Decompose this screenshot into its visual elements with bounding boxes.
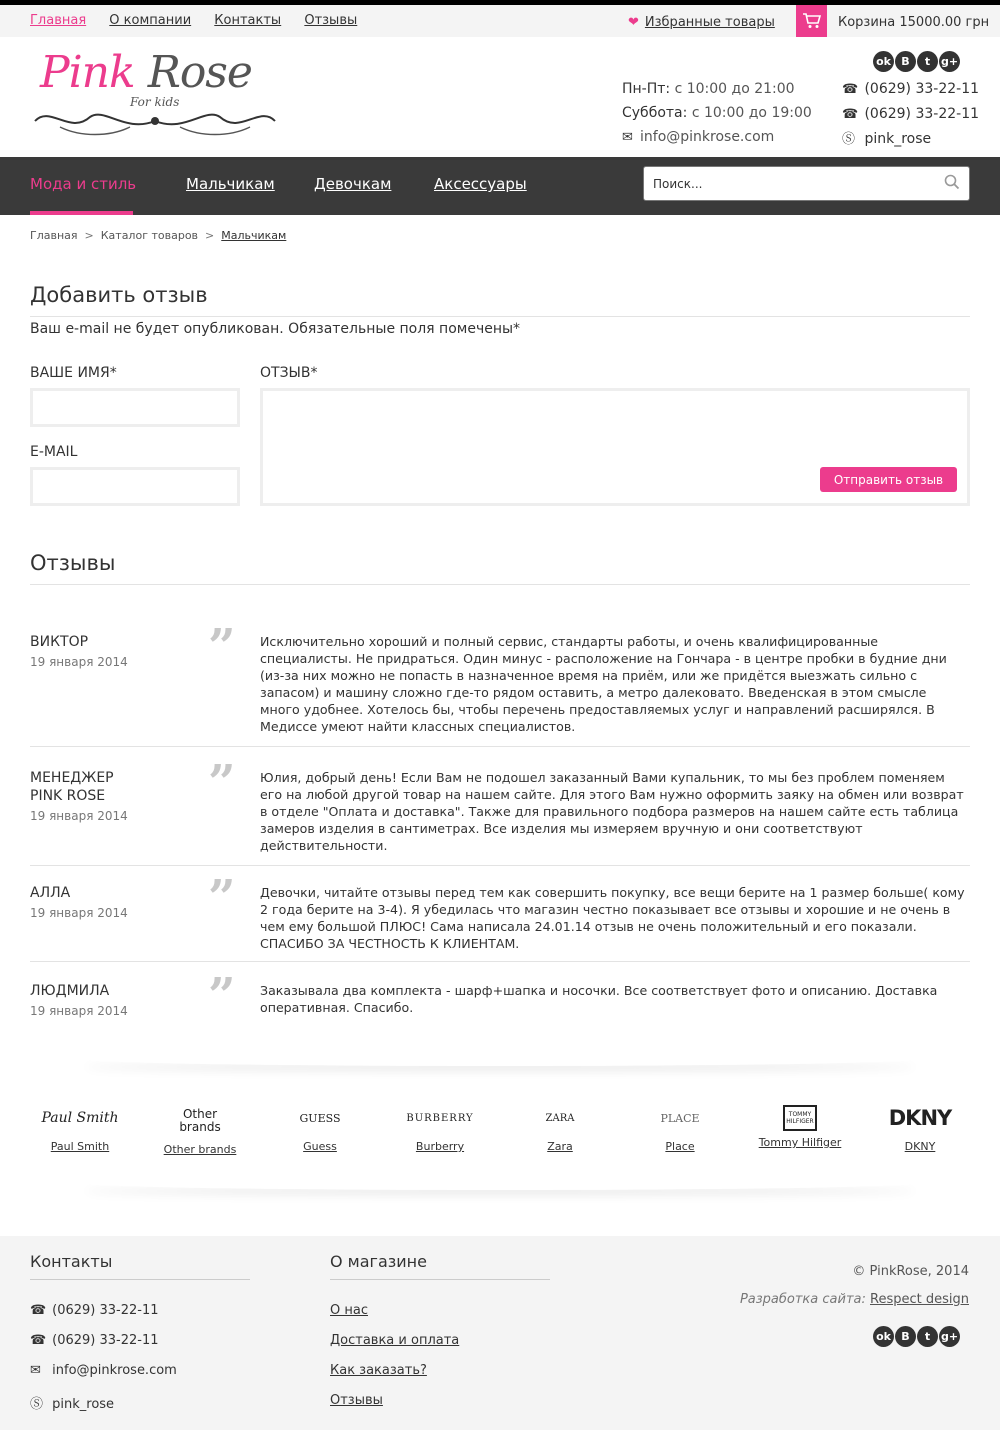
submit-review-button[interactable]: Отправить отзыв: [820, 467, 957, 492]
phone-icon: ☎: [30, 1303, 47, 1318]
email-field-wrap: [30, 467, 240, 506]
chevron-right-icon: >: [84, 229, 94, 242]
chevron-right-icon: >: [205, 229, 215, 242]
divider: [30, 1279, 250, 1280]
brand-item[interactable]: [860, 1100, 980, 1153]
brand-logo: DKNY: [888, 1106, 952, 1130]
brand-name[interactable]: Guess: [303, 1140, 337, 1153]
twitter-icon[interactable]: t: [917, 51, 938, 72]
divider: [30, 584, 970, 585]
review-label: ОТЗЫВ*: [260, 365, 318, 381]
review-text: Девочки, читайте отзывы перед тем как совершить покупку, все вещи берите на 1 размер больше( кому 2 года берите на 3-4). Я убедилась что магазин честно показывает все отзывы и хорошие и не очень в чем ему большой ПЛЮС! Сама написала 24.01.14 отзыв не очень положительный и его показали. СПАСИБО ЗА ЧЕСТНОСТЬ К КЛИЕНТАМ.: [260, 885, 965, 951]
topnav-home-link[interactable]: Главная: [30, 13, 87, 28]
header-email[interactable]: info@pinkrose.com: [640, 129, 775, 145]
footer-email[interactable]: info@pinkrose.com: [52, 1363, 177, 1378]
logo-subtitle: For kids: [130, 95, 180, 109]
review-text: Заказывала два комплекта - шарф+шапка и носочки. Все соответствует фото и описанию. Доставка оперативная. Спасибо.: [260, 983, 938, 1015]
brand-name[interactable]: Place: [665, 1140, 695, 1153]
quote-icon: ”: [208, 870, 236, 926]
cart-icon[interactable]: [796, 5, 827, 37]
logo-ornament: [30, 103, 280, 139]
review-author: ЛЮДМИЛА: [30, 983, 110, 999]
brand-item[interactable]: [740, 1100, 860, 1149]
brand-item[interactable]: [260, 1100, 380, 1153]
brand-logo: PLACE: [660, 1111, 700, 1125]
odnoklassniki-icon[interactable]: ok: [873, 1326, 894, 1347]
brand-name[interactable]: Tommy Hilfiger: [758, 1136, 842, 1149]
footer: [0, 1236, 1000, 1430]
name-input[interactable]: [33, 391, 237, 424]
brand-item[interactable]: [620, 1100, 740, 1153]
review-date: 19 января 2014: [30, 906, 128, 920]
quote-icon: ”: [208, 755, 236, 811]
footer-link-reviews[interactable]: Отзывы: [330, 1393, 383, 1408]
favorites-link[interactable]: [628, 15, 775, 30]
developer-credit: Разработка сайта: Respect design: [739, 1292, 969, 1307]
brand-name[interactable]: Other brands: [163, 1143, 237, 1156]
envelope-icon: ✉: [30, 1363, 41, 1378]
footer-contacts-title: Контакты: [30, 1252, 113, 1271]
phone-icon: ☎: [842, 82, 859, 97]
breadcrumb-catalog[interactable]: Каталог товаров: [100, 229, 199, 242]
search-box: [643, 166, 970, 201]
brand-name[interactable]: DKNY: [904, 1140, 936, 1153]
header-phone-1[interactable]: (0629) 33-22-11: [864, 81, 980, 97]
heart-icon: ❤: [628, 15, 639, 30]
envelope-icon: ✉: [622, 130, 633, 145]
form-note: Ваш e-mail не будет опубликован. Обязательные поля помечены*: [30, 321, 521, 337]
brand-item[interactable]: [380, 1100, 500, 1153]
divider: [30, 316, 970, 317]
brand-logo: BURBERRY: [406, 1112, 474, 1124]
topnav-contacts-link[interactable]: Контакты: [214, 13, 282, 28]
email-label: E-MAIL: [30, 444, 78, 460]
review-author: ВИКТОР: [30, 634, 89, 650]
brand-logo: GUESS: [299, 1111, 341, 1125]
googleplus-icon[interactable]: g+: [939, 51, 960, 72]
divider: [30, 961, 970, 962]
reviews-title: Отзывы: [30, 551, 116, 575]
name-field-wrap: [30, 388, 240, 427]
skype-icon: Ⓢ: [842, 132, 856, 147]
footer-phone-1[interactable]: (0629) 33-22-11: [52, 1303, 159, 1318]
review-author: АЛЛА: [30, 885, 71, 901]
logo-wordmark: Pink Rose: [40, 47, 252, 98]
nav-active-indicator: [30, 211, 133, 215]
footer-socials: [872, 1325, 960, 1347]
brand-name[interactable]: Burberry: [415, 1140, 465, 1153]
review-date: 19 января 2014: [30, 1004, 128, 1018]
brand-logo: TOMMY HILFIGER: [783, 1105, 817, 1131]
header-skype[interactable]: pink_rose: [864, 131, 932, 147]
brand-name[interactable]: Paul Smith: [50, 1140, 110, 1153]
review-date: 19 января 2014: [30, 809, 128, 823]
review-text: Исключительно хороший и полный сервис, стандарты работы, и очень квалифицированные специалисты. Не придраться. Один минус - расположение на Гончара - в центре пробки в будние дни (из-за них можно не попасть в назначенное время на приём, или же придётся выезжать сильно с запасом) и машину сложно где-то рядом оставить, а метро далековато. Введенская в этом смысле много удобнее. Хотелось бы, чтобы перечень предоставляемых услуг и направлений расширялся. В Медиссе умеют найти классных специалистов.: [260, 634, 947, 734]
twitter-icon[interactable]: t: [917, 1326, 938, 1347]
name-label: ВАШЕ ИМЯ*: [30, 365, 117, 381]
footer-phone-2[interactable]: (0629) 33-22-11: [52, 1333, 159, 1348]
footer-link-how-to-order[interactable]: Как заказать?: [330, 1363, 427, 1378]
odnoklassniki-icon[interactable]: ok: [873, 51, 894, 72]
nav-girls[interactable]: Девочкам: [314, 175, 392, 193]
brand-item[interactable]: [20, 1100, 140, 1153]
breadcrumb-current[interactable]: Мальчикам: [221, 229, 287, 242]
footer-skype[interactable]: pink_rose: [52, 1397, 115, 1412]
brand-item[interactable]: [140, 1103, 260, 1156]
brand-item[interactable]: [500, 1100, 620, 1153]
review-date: 19 января 2014: [30, 655, 128, 669]
cart-total[interactable]: Корзина 15000.00 грн: [838, 15, 990, 30]
search-icon[interactable]: [944, 174, 960, 194]
header-phone-2[interactable]: (0629) 33-22-11: [864, 106, 980, 122]
breadcrumb: [30, 229, 286, 242]
vkontakte-icon[interactable]: B: [895, 51, 916, 72]
search-input[interactable]: [644, 167, 914, 200]
brand-logo: ZARA: [545, 1112, 575, 1124]
quote-icon: ”: [208, 968, 236, 1024]
divider: [30, 746, 970, 747]
footer-link-about[interactable]: О нас: [330, 1303, 368, 1318]
footer-about-title: О магазине: [330, 1252, 427, 1271]
review-text: Юлия, добрый день! Если Вам не подошел заказанный Вами купальник, то мы без проблем поменяем его на любой другой товар на нашем сайте. Для этого Вам нужно оформить заяку на обмен или возврат в отделе "Оплата и доставка". Также для правильного подбора размеров на нашем сайте есть таблица замеров изделия в сантиметрах. Все изделия мы измеряем вручную и они соответствуют действительности.: [260, 770, 964, 853]
skype-icon: Ⓢ: [30, 1397, 44, 1412]
nav-fashion[interactable]: Мода и стиль: [30, 175, 137, 193]
phone-icon: ☎: [30, 1333, 47, 1348]
footer-link-delivery[interactable]: Доставка и оплата: [330, 1333, 460, 1348]
googleplus-icon[interactable]: g+: [939, 1326, 960, 1347]
main-nav: [0, 157, 1000, 215]
breadcrumb-home[interactable]: Главная: [30, 229, 78, 242]
quote-icon: ”: [208, 619, 236, 675]
header-contacts: [842, 77, 979, 152]
phone-icon: ☎: [842, 107, 859, 122]
top-bar: [0, 0, 1000, 37]
favorites-label[interactable]: Избранные товары: [644, 15, 775, 30]
developer-link[interactable]: Respect design: [870, 1292, 969, 1307]
topnav-about-link[interactable]: О компании: [109, 13, 192, 28]
divider: [330, 1279, 550, 1280]
vkontakte-icon[interactable]: B: [895, 1326, 916, 1347]
top-nav: [30, 13, 376, 28]
divider: [30, 865, 970, 866]
brands-shadow: [80, 1052, 920, 1066]
copyright: © PinkRose, 2014: [852, 1264, 969, 1279]
email-input[interactable]: [33, 470, 237, 503]
review-author: МЕНЕДЖЕР PINK ROSE: [30, 770, 114, 804]
nav-boys[interactable]: Мальчикам: [186, 175, 275, 193]
site-logo[interactable]: [30, 47, 280, 142]
nav-accessories[interactable]: Аксессуары: [434, 175, 527, 193]
brand-logo: Other brands: [179, 1107, 221, 1134]
opening-hours: Пн-Пт: с 10:00 до 21:00 Суббота: с 10:00 до 19:00 ✉ info@pinkrose.com: [622, 77, 812, 150]
header-socials: [872, 50, 960, 72]
form-title: Добавить отзыв: [30, 283, 208, 307]
brands-shadow: [80, 1176, 920, 1190]
topnav-reviews-link[interactable]: Отзывы: [304, 13, 358, 28]
brand-logo: Paul Smith: [41, 1110, 119, 1126]
brand-name[interactable]: Zara: [547, 1140, 573, 1153]
